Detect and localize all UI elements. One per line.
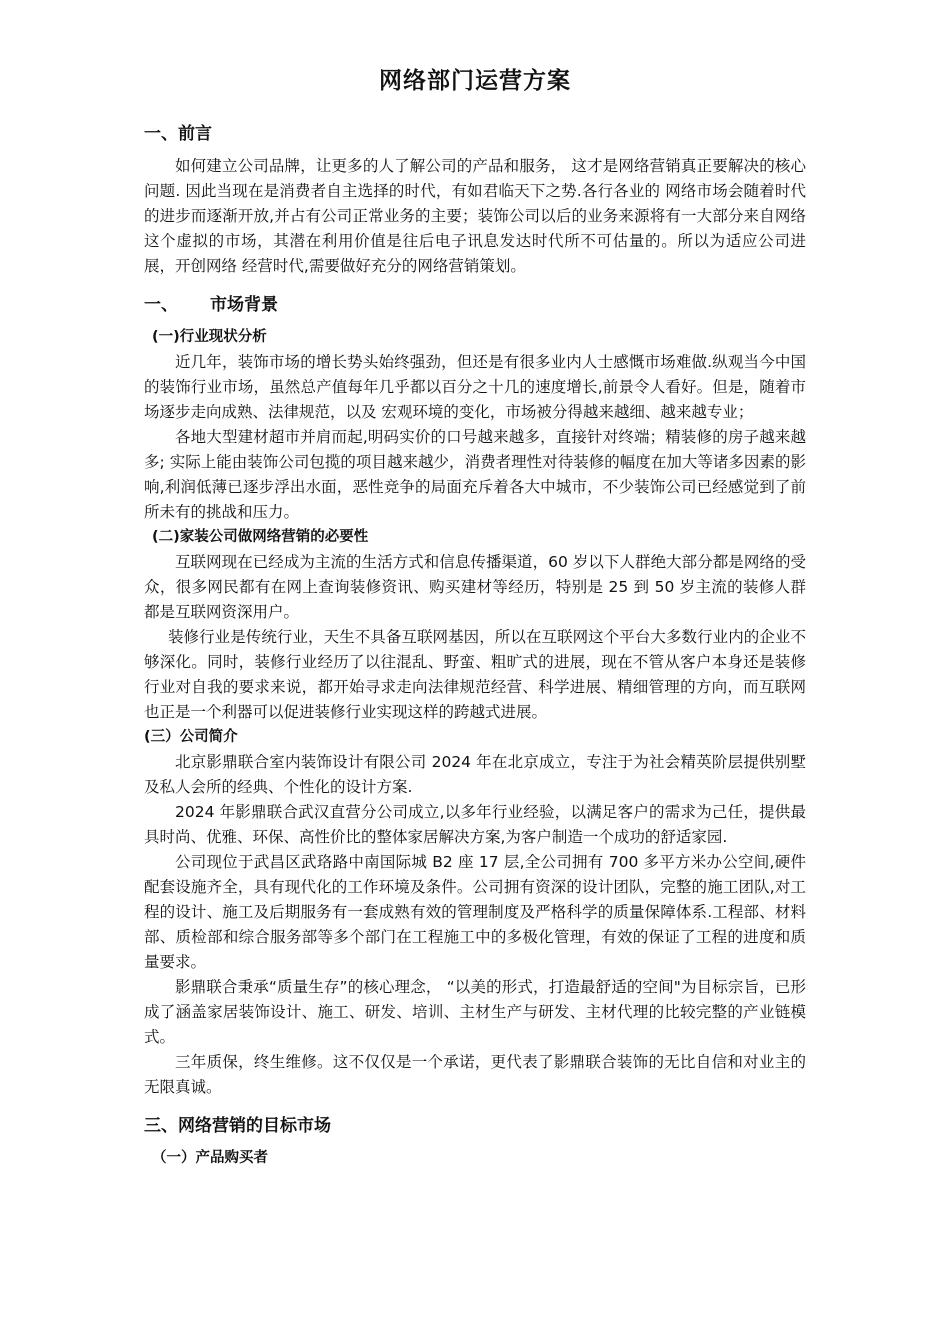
section-heading-market-text: 市场背景 bbox=[210, 295, 278, 315]
subsection-heading-buyers: （一）产品购买者 bbox=[152, 1150, 268, 1166]
document-title: 网络部门运营方案 bbox=[379, 68, 571, 94]
section-heading-target: 三、网络营销的目标市场 bbox=[144, 1116, 331, 1136]
necessity-paragraph: 互联网现在已经成为主流的生活方式和信息传播渠道，60 岁以下人群绝大部分都是网络的受众，很多网民都有在网上查询装修资讯、购买建材等经历，特别是 25 到 50 岁主流的装修人群都是互联网资深用户。 bbox=[144, 553, 806, 621]
company-paragraph: 影鼎联合秉承“质量生存”的核心理念， “以美的形式，打造最舒适的空间"为目标宗旨，已形成了涵盖家居装饰设计、施工、研发、培训、主材生产与研发、主材代理的比较完整的产业链模式。 bbox=[144, 978, 806, 1046]
subsection-heading-necessity: (二)家装公司做网络营销的必要性 bbox=[152, 529, 369, 545]
industry-paragraph: 近几年，装饰市场的增长势头始终强劲，但还是有很多业内人士感慨市场难做.纵观当今中国的装饰行业市场，虽然总产值每年几乎都以百分之十几的速度增长,前景令人看好。但是，随着市场逐步走向成熟、法律规范，以及 宏观环境的变化，市场被分得越来越细、越来越专业； bbox=[144, 353, 806, 421]
section-heading-market bbox=[144, 291, 806, 319]
necessity-paragraph: 装修行业是传统行业，天生不具备互联网基因，所以在互联网这个平台大多数行业内的企业不够深化。同时，装修行业经历了以往混乱、野蛮、粗旷式的进展，现在不管从客户本身还是装修行业对自我的要求来说，都开始寻求走向法律规范经营、科学进展、精细管理的方向，而互联网也正是一个利器可以促进装修行业实现这样的跨越式进展。 bbox=[144, 628, 806, 721]
preface-paragraph: 如何建立公司品牌，让更多的人了解公司的产品和服务， 这才是网络营销真正要解决的核心问题. 因此当现在是消费者自主选择的时代，有如君临天下之势.各行各业的 网络市场会随着时代的进步而逐渐开放,并占有公司正常业务的主要；装饰公司以后的业务来源将有一大部分来自网络这个虚拟的市场，其潜在利用价值是往后电子讯息发达时代所不可估量的。所以为适应公司进展，开创网络 经营时代,需要做好充分的网络营销策划。 bbox=[144, 157, 806, 275]
section-heading-preface: 一、前言 bbox=[144, 124, 212, 144]
company-paragraph: 北京影鼎联合室内装饰设计有限公司 2024 年在北京成立，专注于为社会精英阶层提供别墅及私人会所的经典、个性化的设计方案. bbox=[144, 753, 806, 796]
company-paragraph: 2024 年影鼎联合武汉直营分公司成立,以多年行业经验，以满足客户的需求为己任，提供最具时尚、优雅、环保、高性价比的整体家居解决方案,为客户制造一个成功的舒适家园. bbox=[144, 803, 806, 846]
company-paragraph: 三年质保，终生维修。这不仅仅是一个承诺，更代表了影鼎联合装饰的无比自信和对业主的无限真诚。 bbox=[144, 1053, 806, 1096]
subsection-heading-industry: (一)行业现状分析 bbox=[152, 329, 267, 345]
industry-paragraph: 各地大型建材超市并肩而起,明码实价的口号越来越多，直接针对终端；精装修的房子越来越多; 实际上能由装饰公司包揽的项目越来越少，消费者理性对待装修的幅度在加大等诸多因素的影响,利润低薄已逐步浮出水面，恶性竞争的局面充斥着各大中城市，不少装饰公司已经感觉到了前所未有的挑战和压力。 bbox=[144, 428, 806, 521]
section-heading-market-number: 一、 bbox=[144, 295, 178, 315]
company-paragraph: 公司现位于武昌区武珞路中南国际城 B2 座 17 层,全公司拥有 700 多平方米办公空间,硬件配套设施齐全，具有现代化的工作环境及条件。公司拥有资深的设计团队，完整的施工团队,对工程的设计、施工及后期服务有一套成熟有效的管理制度及严格科学的质量保障体系.工程部、材料部、质检部和综合服务部等多个部门在工程施工中的多极化管理，有效的保证了工程的进度和质量要求。 bbox=[144, 853, 806, 971]
subsection-heading-company: (三）公司简介 bbox=[144, 729, 238, 745]
